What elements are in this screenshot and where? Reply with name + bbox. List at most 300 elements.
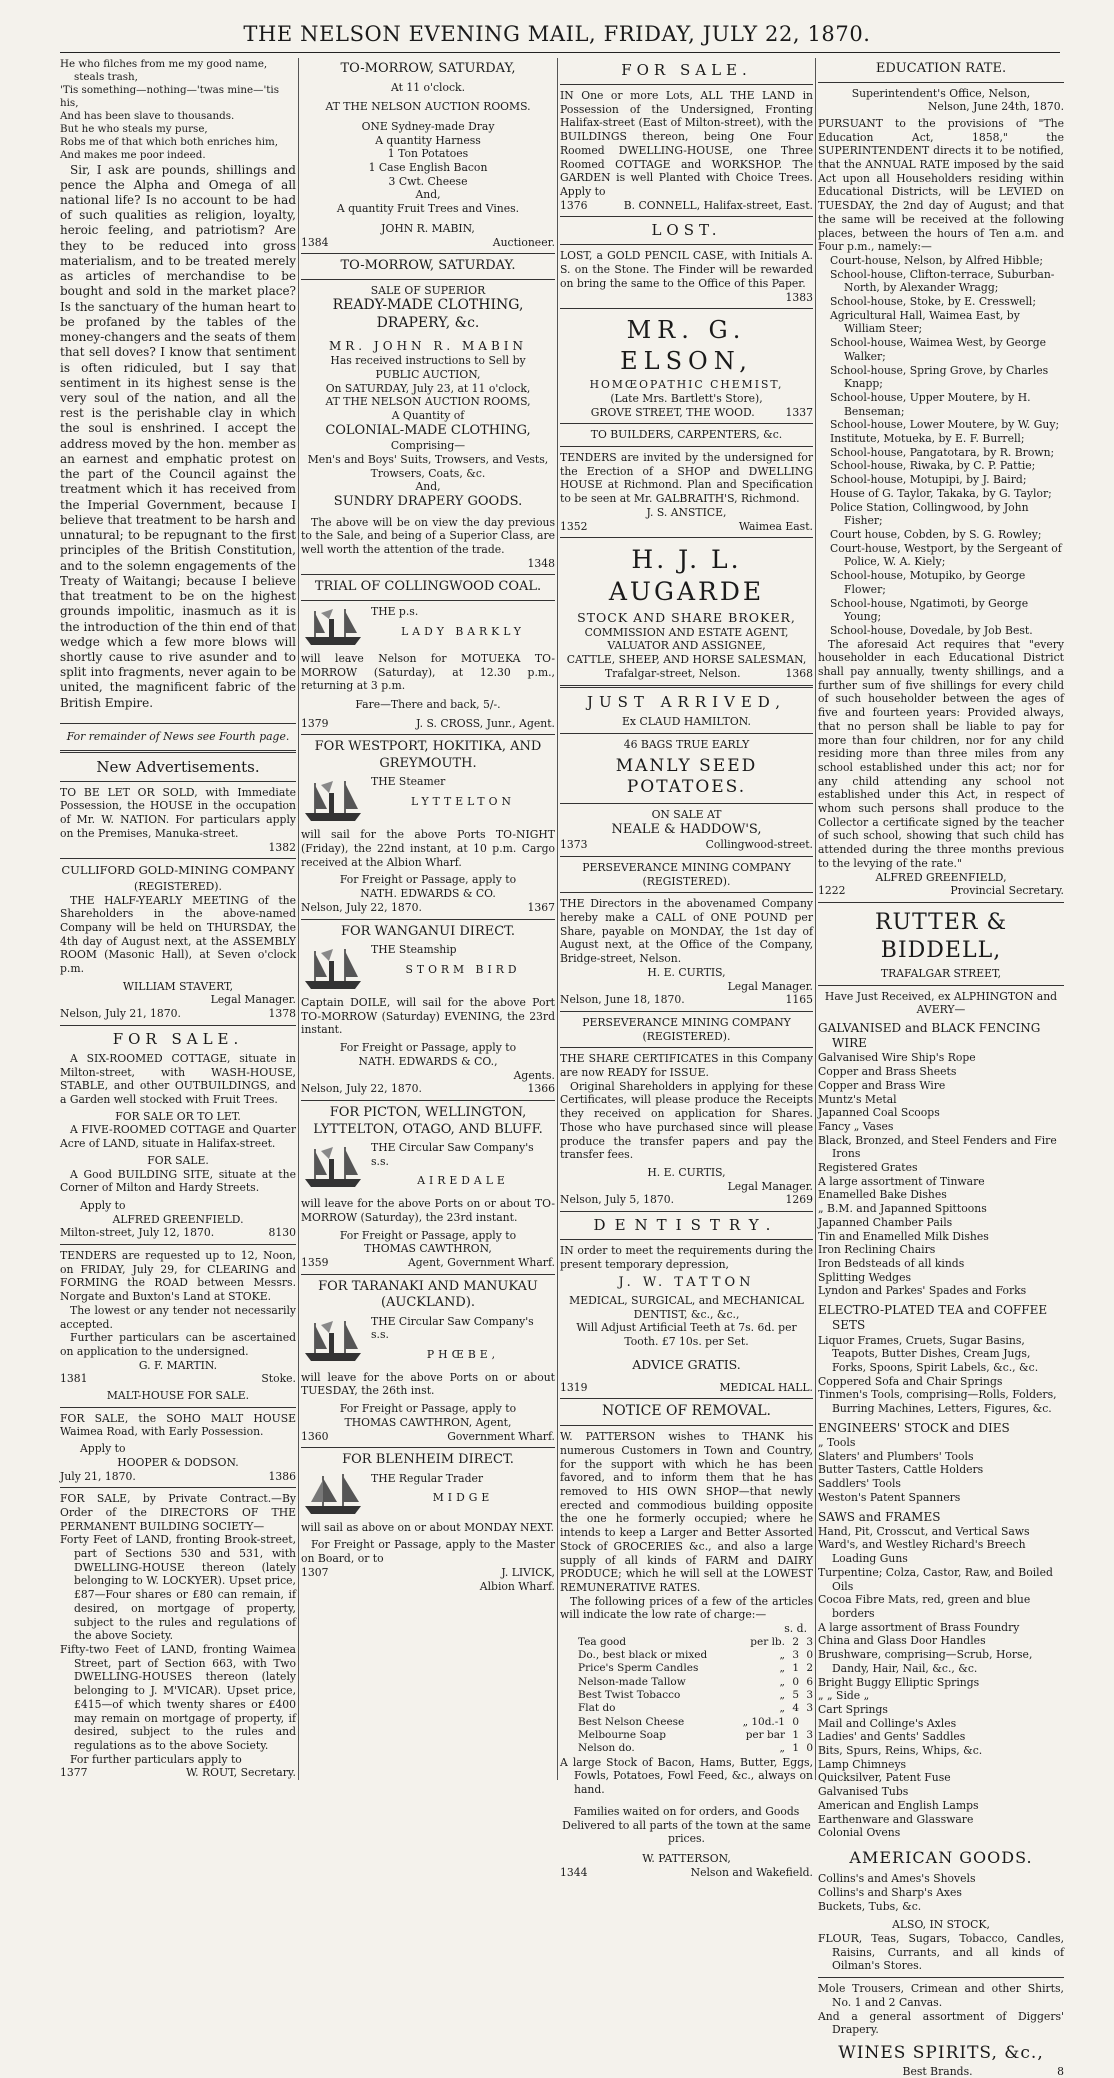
goods-item: Registered Grates [818, 1161, 918, 1175]
ad-address: GROVE STREET, THE WOOD. [590, 405, 755, 419]
price-table [560, 1636, 813, 1756]
ad-signature: THOMAS CAWTHRON, Agent, [344, 1415, 512, 1429]
collection-place: School-house, Motupipi, by J. Baird; [830, 473, 1027, 487]
ad-body: THE HALF-YEARLY MEETING of the Shareholders in the above-named Company will be held on THURSDAY, the 4th day of August next, at the ASSEMBLY ROOM (Masonic Hall), at Seven o'clock p.m. [60, 893, 296, 976]
goods-item: Quicksilver, Patent Fuse [818, 1771, 951, 1785]
ad-number: 1368 [785, 666, 813, 680]
steamship-icon [301, 943, 365, 993]
ad-heading: READY-MADE CLOTHING, [332, 297, 524, 314]
ad-place: AT THE NELSON AUCTION ROOMS. [325, 100, 531, 114]
ad-number: 1381 [60, 1372, 88, 1386]
ad-number: 1319 [560, 1380, 588, 1394]
ad-role: Government Wharf. [447, 1429, 555, 1443]
ad-title: H. J. L. AUGARDE [608, 545, 765, 606]
goods-item: Colonial Ovens [818, 1826, 901, 1840]
divider [560, 892, 813, 893]
ship-intro: THE Circular Saw Company's s.s. [371, 1314, 534, 1342]
ad-place: Nelson and Wakefield. [690, 1865, 813, 1879]
price-unit: per bar [745, 1729, 785, 1742]
ad-body: A Good BUILDING SITE, situate at the Corner of Milton and Hardy Streets. [60, 1167, 296, 1195]
ad-number: 1384 [301, 235, 329, 249]
goods-item: Copper and Brass Wire [818, 1078, 946, 1092]
ship-intro: THE Regular Trader [371, 1471, 484, 1485]
ad-subtitle: (REGISTERED). [642, 874, 731, 888]
goods-item: Splitting Wedges [818, 1270, 912, 1284]
ship-ad-text [371, 605, 555, 644]
price-d: 3 [806, 1689, 813, 1702]
price-d: 3 [806, 1729, 813, 1742]
ad-title: NOTICE OF REMOVAL. [602, 1403, 771, 1420]
ad-footer [818, 2065, 1064, 2078]
divider [560, 1425, 813, 1426]
ship-name: PHŒBE, [426, 1348, 500, 1362]
ad-heading: SALE OF SUPERIOR [370, 283, 486, 297]
ad-body: Have Just Received, ex ALPHINGTON and AVERY— [824, 989, 1058, 1017]
ad-subtitle: (REGISTERED). [642, 1029, 731, 1043]
collection-place: School-house, Riwaka, by C. P. Pattie; [830, 459, 1036, 473]
ad-body: W. PATTERSON wishes to THANK his numerous Customers in Town and Country, for the support with which he has been favored, and to inform them that he has removed to HIS OWN SHOP—that newly erected and commodious building opposite the one he formerly occupied; where he intends to keep a Larger and Better Assorted Stock of GROCERIES &c., and also a large supply of all kinds of FARM and DAIRY PRODUCE; which he will sell at the LOWEST REMUNERATIVE RATES. [560, 1430, 813, 1594]
divider [560, 1211, 813, 1212]
ad-heading: NEALE & HADDOW'S, [611, 821, 762, 837]
ad-subtitle: Ex CLAUD HAMILTON. [622, 715, 751, 729]
ad-number: 1359 [301, 1255, 329, 1269]
price-row [560, 1649, 813, 1662]
auction-item: 1 Ton Potatoes [387, 147, 469, 161]
collection-place: School-house, Motupiko, by George Flower; [830, 569, 1026, 596]
ad-date: Nelson, June 18, 1870. [560, 993, 685, 1007]
divider [60, 1487, 296, 1488]
poem-line: But he who steals my purse, [60, 123, 208, 136]
goods-item: Galvanised Wire Ship's Rope [818, 1051, 976, 1065]
ad-body: A SIX-ROOMED COTTAGE, situate in Milton-street, with WASH-HOUSE, STABLE, and other OUTBUILDINGS, and a Garden well stocked with Fruit Trees. [60, 1051, 296, 1106]
goods-item: Bright Buggy Elliptic Springs [818, 1675, 980, 1689]
goods-item: China and Glass Door Handles [818, 1634, 986, 1648]
goods-list [818, 1421, 1064, 1505]
goods-item: Japanned Coal Scoops [818, 1106, 940, 1120]
ad-body: AT THE NELSON AUCTION ROOMS, [325, 395, 531, 409]
collection-place: House of G. Taylor, Takaka, by G. Taylor; [830, 486, 1052, 500]
goods-item: Black, Bronzed, and Steel Fenders and Fire Irons [818, 1133, 1057, 1161]
ad-body: Families waited on for orders, and Goods Delivered to all parts of the town at the same prices. [562, 1804, 811, 1846]
ad-body: The above will be on view the day previous to the Sale, and being of a Superior Class, are well worth the attention of the trade. [301, 515, 555, 556]
ad-role: Auctioneer. [492, 235, 555, 249]
divider [301, 1447, 555, 1448]
ad-body: Captain DOILE, will sail for the above Port TO-MORROW (Saturday) EVENING, the 23rd instant. [301, 996, 555, 1037]
divider [560, 1011, 813, 1012]
goods-item: Copper and Brass Sheets [818, 1065, 957, 1079]
divider [301, 279, 555, 280]
remainder-note: For remainder of News see Fourth page. [66, 729, 290, 743]
ad-place: Stoke. [261, 1372, 296, 1386]
ad-body: will leave Nelson for MOTUEKA TO-MORROW (Saturday), at 12.30 p.m., returning at 3 p.m. [301, 651, 555, 693]
ship-ad-text [371, 943, 555, 982]
ad-body: 46 BAGS TRUE EARLY [623, 738, 750, 752]
ad-title: FOR TARANAKI AND MANUKAU (AUCKLAND). [318, 1278, 538, 1311]
price-s: 0 [792, 1715, 799, 1728]
divider [560, 423, 813, 424]
ad-heading: DRAPERY, &c. [376, 315, 480, 332]
price-s: 1 [792, 1742, 799, 1755]
ad-apply: For Freight or Passage, apply to [339, 1041, 517, 1055]
goods-list [818, 1303, 1064, 1416]
ad-body: For further particulars apply to [70, 1752, 242, 1766]
ship-name: AIREDALE [417, 1174, 509, 1188]
ad-number: 1222 [818, 884, 846, 898]
ad-apply: For Freight or Passage, apply to [339, 873, 517, 887]
goods-item: Collins's and Ames's Shovels [818, 1872, 976, 1886]
goods-item: „ B.M. and Japanned Spittoons [818, 1202, 987, 1216]
price-s: 1 [792, 1662, 799, 1675]
speech-paragraph: Sir, I ask are pounds, shillings and pence the Alpha and Omega of all national life? Is no account to be had of such qualities as religion, loyalty, heroic feeling, and patriotism? Are they to be reduced into gross materialism, and to be treated merely as articles of merchandise to be bought and sold in the market place? Is the sanctuary of the human heart to be profaned by the tables of the money-changers and the seats of them that sell doves? I know that sentiment is often ridiculed, but I say that sentiment in its highest sense is the very soul of the nation, and all the rest is the perishable clay in which the soul is enshrined. I accept the address moved by the hon. member as an earnest and emphatic protest on the part of the Council against the treatment which it has received from the Imperial Government, because I believe that treatment to be harsh and unnatural; to be repugnant to the first principles of the British Constitution, and to the solemn engagements of the Treaty of Waitangi; because I believe that treatment to be on the highest grounds impolitic, inasmuch as it is the introduction of the thin end of that wedge which a few more blows will shortly cause to rive asunder and to split into fragments, never again to be united, the magnificent fabric of the British Empire. [60, 162, 296, 710]
ad-body: THE SHARE CERTIFICATES in this Company are now READY for ISSUE. [560, 1052, 813, 1080]
collection-place: School-house, Stoke, by E. Cresswell; [830, 295, 1036, 309]
auctioneer-name: MR. JOHN R. MABIN [328, 338, 528, 353]
ship-ad-text [371, 775, 555, 814]
ad-body: FOR SALE, the SOHO MALT HOUSE Waimea Road, with Early Possession. [60, 1411, 296, 1439]
ad-body: LOST, a GOLD PENCIL CASE, with Initials A. S. on the Stone. The Finder will be rewarded on bring the same to the Office of this Paper. [560, 249, 813, 290]
ad-body: The lowest or any tender not necessarily accepted. [60, 1303, 296, 1331]
ship-ad-header [301, 1315, 555, 1368]
ad-signature: W. ROUT, Secretary. [185, 1766, 296, 1780]
ad-role: Albion Wharf. [479, 1579, 555, 1593]
ad-body: Has received instructions to Sell by [330, 354, 526, 368]
ad-number: 1373 [560, 838, 588, 852]
ad-address: Trafalgar-street, Nelson. [604, 666, 741, 680]
ship-ad-header [301, 943, 555, 993]
goods-item: Tin and Enamelled Milk Dishes [818, 1229, 989, 1243]
ad-footer [560, 993, 813, 1007]
goods-item: Lyndon and Parkes' Spades and Forks [818, 1284, 1027, 1298]
goods-item: Cocoa Fibre Mats, red, green and blue borders [818, 1593, 1031, 1620]
goods-list [818, 1510, 1064, 1840]
ad-signature: J. LIVICK, [501, 1565, 555, 1579]
divider [818, 902, 1064, 903]
ad-body: Fifty-two Feet of LAND, fronting Waimea Street, part of Section 663, with Two DWELLING-HOUSES thereon (lately belonging to J. M'VICAR). Upset price, £415—of which twenty shares or £400 may remain on mortgage of property, if desired, subject to the rules and regulations as to the above Society. [60, 1643, 296, 1752]
ad-heading: AMERICAN GOODS. [849, 1847, 1033, 1867]
divider [301, 253, 555, 254]
price-row [560, 1702, 813, 1715]
ad-role: Legal Manager. [210, 993, 296, 1007]
price-unit: „ [779, 1662, 785, 1675]
collection-place: Court house, Cobden, by S. G. Rowley; [830, 528, 1042, 541]
auction-item: 1 Case English Bacon [368, 161, 488, 175]
ad-signature: G. F. MARTIN. [138, 1358, 218, 1372]
price-row [560, 1676, 813, 1689]
column-divider [557, 58, 558, 1780]
collection-place: Court-house, Westport, by the Sergeant of Police, W. A. Kiely; [830, 541, 1062, 569]
ad-body: Men's and Boys' Suits, Trowsers, and Vests, Trowsers, Coats, &c. [307, 452, 549, 480]
goods-item: American and English Lamps [818, 1798, 979, 1812]
ad-footer [560, 838, 813, 852]
ad-body: THE Directors in the abovenamed Company hereby make a CALL of ONE POUND per Share, payable on MONDAY, the 1st day of August next, at the Office of the Company, Bridge-street, Nelson. [560, 897, 813, 966]
ad-subtitle: HOMŒOPATHIC CHEMIST, [589, 378, 784, 392]
ad-role: Agent, Government Wharf. [407, 1255, 555, 1269]
goods-item: Liquor Frames, Cruets, Sugar Basins, Teapots, Butter Dishes, Cream Jugs, Forks, Spoons, Spirit Labels, &c., &c. [818, 1333, 1039, 1374]
ad-title: PERSEVERANCE MINING COMPANY [582, 860, 791, 874]
ad-title: TRIAL OF COLLINGWOOD COAL. [314, 579, 542, 595]
goods-item: Buckets, Tubs, &c. [818, 1899, 922, 1913]
ad-number: 1378 [268, 1007, 296, 1021]
column-divider [298, 58, 299, 1780]
divider [560, 216, 813, 217]
ad-number: 1165 [785, 993, 813, 1007]
ad-body: PURSUANT to the provisions of "The Education Act, 1858," the SUPERINTENDENT directs it to be notified, that the ANNUAL RATE imposed by the said Act upon all Householders residing within Educational Districts, will be LEVIED on TUESDAY, the 2nd day of August; and that the same will be received at the following places, between the hours of Ten a.m. and Four p.m., namely:— [818, 116, 1064, 254]
ad-footer [560, 1381, 813, 1395]
ad-heading: COLONIAL-MADE CLOTHING, [325, 422, 531, 438]
ad-body: Original Shareholders in applying for these Certificates, will please produce the Receipts they received on application for Shares. Those who have purchased since will please produce the transfer papers and pay the transfer fees. [560, 1079, 813, 1162]
ship-ad-text [371, 1141, 555, 1194]
collection-place: Agricultural Hall, Waimea East, by William Steer; [830, 308, 1020, 336]
divider [301, 734, 555, 735]
poem-line: And has been slave to thousands. [60, 110, 235, 123]
divider [60, 1025, 296, 1026]
divider [560, 537, 813, 538]
ship-ad-header [301, 775, 555, 825]
collection-place: School-house, Pangatotara, by R. Brown; [830, 445, 1055, 459]
ad-title: FOR PICTON, WELLINGTON, LYTTELTON, OTAGO, AND BLUFF. [313, 1105, 543, 1137]
ad-body: A large Stock of Bacon, Hams, Butter, Eggs, Fowls, Potatoes, Fowl Feed, &c., always on hand. [560, 1755, 813, 1797]
divider [301, 574, 555, 575]
goods-item: Mail and Collinge's Axles [818, 1716, 957, 1730]
ad-signature: H. E. CURTIS, [647, 965, 726, 979]
ad-body: (Late Mrs. Bartlett's Store), [610, 391, 763, 405]
ad-body: ON SALE AT [651, 808, 722, 821]
to-let-ad: TO BE LET OR SOLD, with Immediate Possession, the HOUSE in the occupation of Mr. W. NATION. For particulars apply on the Premises, Manuka-street. [60, 785, 296, 840]
ad-date: Nelson, June 24th, 1870. [927, 100, 1064, 114]
divider [60, 723, 296, 724]
ad-apply: Apply to [80, 1198, 126, 1212]
poem-line: He who filches from me my good name, steals trash, [60, 58, 268, 84]
goods-item: Weston's Patent Spanners [818, 1490, 961, 1504]
auction-item: And, [415, 188, 441, 202]
ad-heading: SUNDRY DRAPERY GOODS. [333, 494, 523, 510]
price-row [560, 1636, 813, 1649]
ad-heading: ALSO, IN STOCK, [892, 1918, 990, 1932]
divider [560, 1239, 813, 1240]
sailing-ship-icon [301, 1472, 365, 1518]
goods-item: Hand, Pit, Crosscut, and Vertical Saws [818, 1524, 1030, 1538]
ad-body: A Quantity of [391, 409, 465, 423]
ad-footer [60, 1766, 296, 1780]
ship-name: LADY BARKLY [401, 624, 525, 638]
ad-number: 1344 [560, 1865, 588, 1879]
ad-body: The following prices of a few of the articles will indicate the low rate of charge:— [560, 1594, 813, 1622]
divider [60, 858, 296, 859]
ad-number: 1382 [268, 840, 296, 854]
goods-item: Cart Springs [818, 1702, 888, 1716]
ad-signature: ALFRED GREENFIELD. [112, 1212, 244, 1226]
column-2 [301, 58, 555, 1780]
price-row [560, 1729, 813, 1742]
ad-role: Legal Manager. [727, 979, 813, 993]
ad-signature: HOOPER & DODSON. [117, 1455, 239, 1469]
divider [560, 803, 813, 804]
divider [560, 244, 813, 245]
ad-footer [301, 1566, 555, 1580]
price-s: 0 [792, 1675, 799, 1688]
goods-item: Collins's and Sharp's Axes [818, 1885, 962, 1899]
ad-body: FOR SALE, by Private Contract.—By Order of the DIRECTORS OF THE PERMANENT BUILDING SOCIETY— [60, 1492, 296, 1533]
goods-item: Japanned Chamber Pails [818, 1215, 953, 1229]
ad-title: FOR BLENHEIM DIRECT. [342, 1452, 514, 1468]
price-row [560, 1742, 813, 1755]
ad-signature: J. S. ANSTICE, [646, 505, 727, 519]
ad-footer [818, 884, 1064, 898]
ad-body: On SATURDAY, July 23, at 11 o'clock, [325, 381, 531, 395]
ad-role: Agents. [513, 1068, 555, 1082]
ad-number: 1337 [785, 405, 813, 419]
ad-signature: NATH. EDWARDS & CO., [358, 1054, 498, 1068]
ad-signature: JOHN R. MABIN, [381, 221, 475, 235]
divider [560, 308, 813, 309]
price-row [560, 1716, 813, 1729]
ad-apply: For Freight or Passage, apply to [339, 1402, 517, 1416]
masthead: THE NELSON EVENING MAIL, FRIDAY, JULY 22, 1870. [243, 22, 871, 46]
auction-items [301, 120, 555, 216]
auction-item: A quantity Fruit Trees and Vines. [336, 202, 520, 216]
price-s: 4 [792, 1702, 799, 1715]
goods-item: A large assortment of Tinware [818, 1174, 985, 1188]
poem-line: And makes me poor indeed. [60, 149, 206, 162]
ship-intro: THE Steamship [371, 943, 457, 957]
ship-name: LYTTELTON [411, 795, 515, 809]
ad-body: And, [415, 480, 441, 494]
goods-item: Iron Bedsteads of all kinds [818, 1256, 965, 1270]
ad-number: 1352 [560, 519, 588, 533]
ad-title: DENTISTRY. [593, 1216, 780, 1235]
collection-place: School-house, Clifton-terrace, Suburban-North, by Alexander Wragg; [830, 267, 1055, 295]
ad-apply: Apply to [80, 1442, 126, 1456]
price-row [560, 1689, 813, 1702]
goods-list [818, 1872, 1064, 1913]
ad-role: Provincial Secretary. [950, 884, 1064, 898]
ad-heading: ADVICE GRATIS. [632, 1356, 741, 1372]
divider [60, 781, 296, 782]
price-d [799, 1716, 813, 1729]
ad-title: MALT-HOUSE FOR SALE. [106, 1389, 250, 1403]
ad-title: CULLIFORD GOLD-MINING COMPANY [61, 863, 295, 878]
ad-footer [560, 667, 813, 681]
ad-footer [560, 406, 813, 420]
price-item: Price's Sperm Candles [578, 1662, 699, 1675]
goods-item: GALVANISED and BLACK FENCING WIRE [818, 1020, 1041, 1051]
goods-item: Ward's, and Westley Richard's Breech Loading Guns [818, 1538, 1026, 1566]
ad-heading: WINES SPIRITS, &c., [838, 2042, 1044, 2063]
divider [301, 1274, 555, 1275]
collection-place: Institute, Motueka, by E. F. Burrell; [830, 432, 1025, 446]
ad-body: MEDICAL, SURGICAL, and MECHANICAL DENTIST, &c., &c., [569, 1294, 804, 1321]
price-item: Best Twist Tobacco [578, 1689, 681, 1702]
ad-number: 1376 [560, 198, 588, 212]
poem [60, 58, 296, 163]
ad-line: VALUATOR AND ASSIGNEE, [607, 639, 766, 653]
divider [560, 1047, 813, 1048]
divider [560, 84, 813, 85]
ad-number: 1307 [301, 1565, 329, 1579]
ad-date: Milton-street, July 12, 1870. [60, 1226, 215, 1240]
collection-place: School-house, Ngatimoti, by George Young; [830, 596, 1029, 624]
ship-ad-header [301, 1141, 555, 1194]
column-3 [560, 58, 813, 1879]
ship-ad-header [301, 1472, 555, 1518]
divider [60, 750, 296, 753]
goods-item: Iron Reclining Chairs [818, 1243, 936, 1257]
column-divider [815, 58, 816, 1780]
ad-signature: W. PATTERSON, [642, 1851, 731, 1865]
collection-place: School-house, Lower Moutere, by W. Guy; [830, 418, 1060, 432]
ad-heading: FOR SALE OR TO LET. [115, 1109, 241, 1123]
ad-footer [560, 1866, 813, 1880]
ad-heading: MANLY SEED POTATOES. [615, 755, 758, 798]
price-d: 3 [806, 1635, 813, 1648]
price-s: 3 [792, 1649, 799, 1662]
ad-footer [60, 1007, 296, 1021]
divider [560, 1398, 813, 1399]
ad-title: TO-MORROW, SATURDAY. [340, 258, 516, 274]
ad-apply: For Freight or Passage, apply to [339, 1228, 517, 1242]
price-item: Melbourne Soap [578, 1729, 666, 1742]
price-d: 0 [806, 1742, 813, 1755]
goods-item: Fancy „ Vases [818, 1119, 894, 1133]
ad-title: FOR WESTPORT, HOKITIKA, AND GREYMOUTH. [314, 739, 542, 771]
ad-number: 1269 [785, 1193, 813, 1207]
price-item: Nelson do. [578, 1742, 635, 1755]
ad-signature: THOMAS CAWTHRON, [364, 1242, 492, 1256]
ad-title: TO-MORROW, SATURDAY, [340, 61, 516, 76]
ad-body: Forty Feet of LAND, fronting Brook-street, part of Sections 530 and 531, with DWELLING-HOUSE thereon (lately belonging to W. LOCKYER). Upset price, £87—Four shares or £80 can remain, if desired, on mortgage of property, subject to the rules and regulations of the above Society. [60, 1533, 296, 1643]
ad-title: FOR SALE. [621, 61, 752, 79]
ship-intro: THE p.s. [371, 604, 419, 618]
price-row [560, 1662, 813, 1675]
price-d: 6 [806, 1675, 813, 1688]
ad-title: FOR WANGANUI DIRECT. [340, 923, 516, 939]
ad-date: Nelson, July 5, 1870. [560, 1193, 675, 1207]
price-unit: „ [779, 1689, 785, 1702]
ad-footer [301, 717, 555, 731]
ad-number: 8130 [268, 1226, 296, 1240]
ad-body: Comprising— [390, 439, 466, 453]
divider [560, 685, 813, 688]
column-1 [60, 58, 296, 1780]
ad-number: 1360 [301, 1429, 329, 1443]
ad-number: 8 [1057, 2064, 1064, 2078]
ad-body: TENDERS are invited by the undersigned for the Erection of a SHOP and DWELLING HOUSE at Richmond. Plan and Specification to be seen at Mr. GALBRAITH'S, Richmond. [560, 450, 813, 506]
collection-place: Court-house, Nelson, by Alfred Hibble; [830, 253, 1043, 267]
price-s: 1 [792, 1729, 799, 1742]
ad-apply: For Freight or Passage, apply to the Master on Board, or to [301, 1538, 555, 1566]
price-item: Best Nelson Cheese [578, 1715, 685, 1728]
ad-body: IN order to meet the requirements during the present temporary depression, [560, 1244, 813, 1271]
ad-body: Best Brands. [902, 2064, 973, 2078]
price-d: 2 [806, 1662, 813, 1675]
ad-footer [301, 1256, 555, 1270]
goods-item: ELECTRO-PLATED TEA and COFFEE SETS [818, 1303, 1048, 1333]
goods-item: SAWS and FRAMES [818, 1509, 941, 1524]
ad-footer [301, 236, 555, 250]
auction-item: A quantity Harness [375, 133, 481, 147]
ad-signature: H. E. CURTIS, [647, 1165, 726, 1179]
goods-item: „ Tools [818, 1436, 856, 1450]
ad-line: COMMISSION AND ESTATE AGENT, [584, 625, 789, 639]
section-heading: New Advertisements. [96, 757, 260, 776]
price-item: Nelson-made Tallow [578, 1675, 686, 1688]
price-s: 2 [792, 1635, 799, 1648]
ad-subtitle: (REGISTERED). [134, 879, 222, 893]
ad-title: TO BUILDERS, CARPENTERS, &c. [590, 428, 783, 442]
ad-body: will leave for the above Ports on or about TO-MORROW (Saturday), the 23rd instant. [301, 1197, 555, 1224]
ad-title: JUST ARRIVED, [586, 693, 787, 712]
ad-signature: J. S. CROSS, Junr., Agent. [416, 716, 555, 730]
